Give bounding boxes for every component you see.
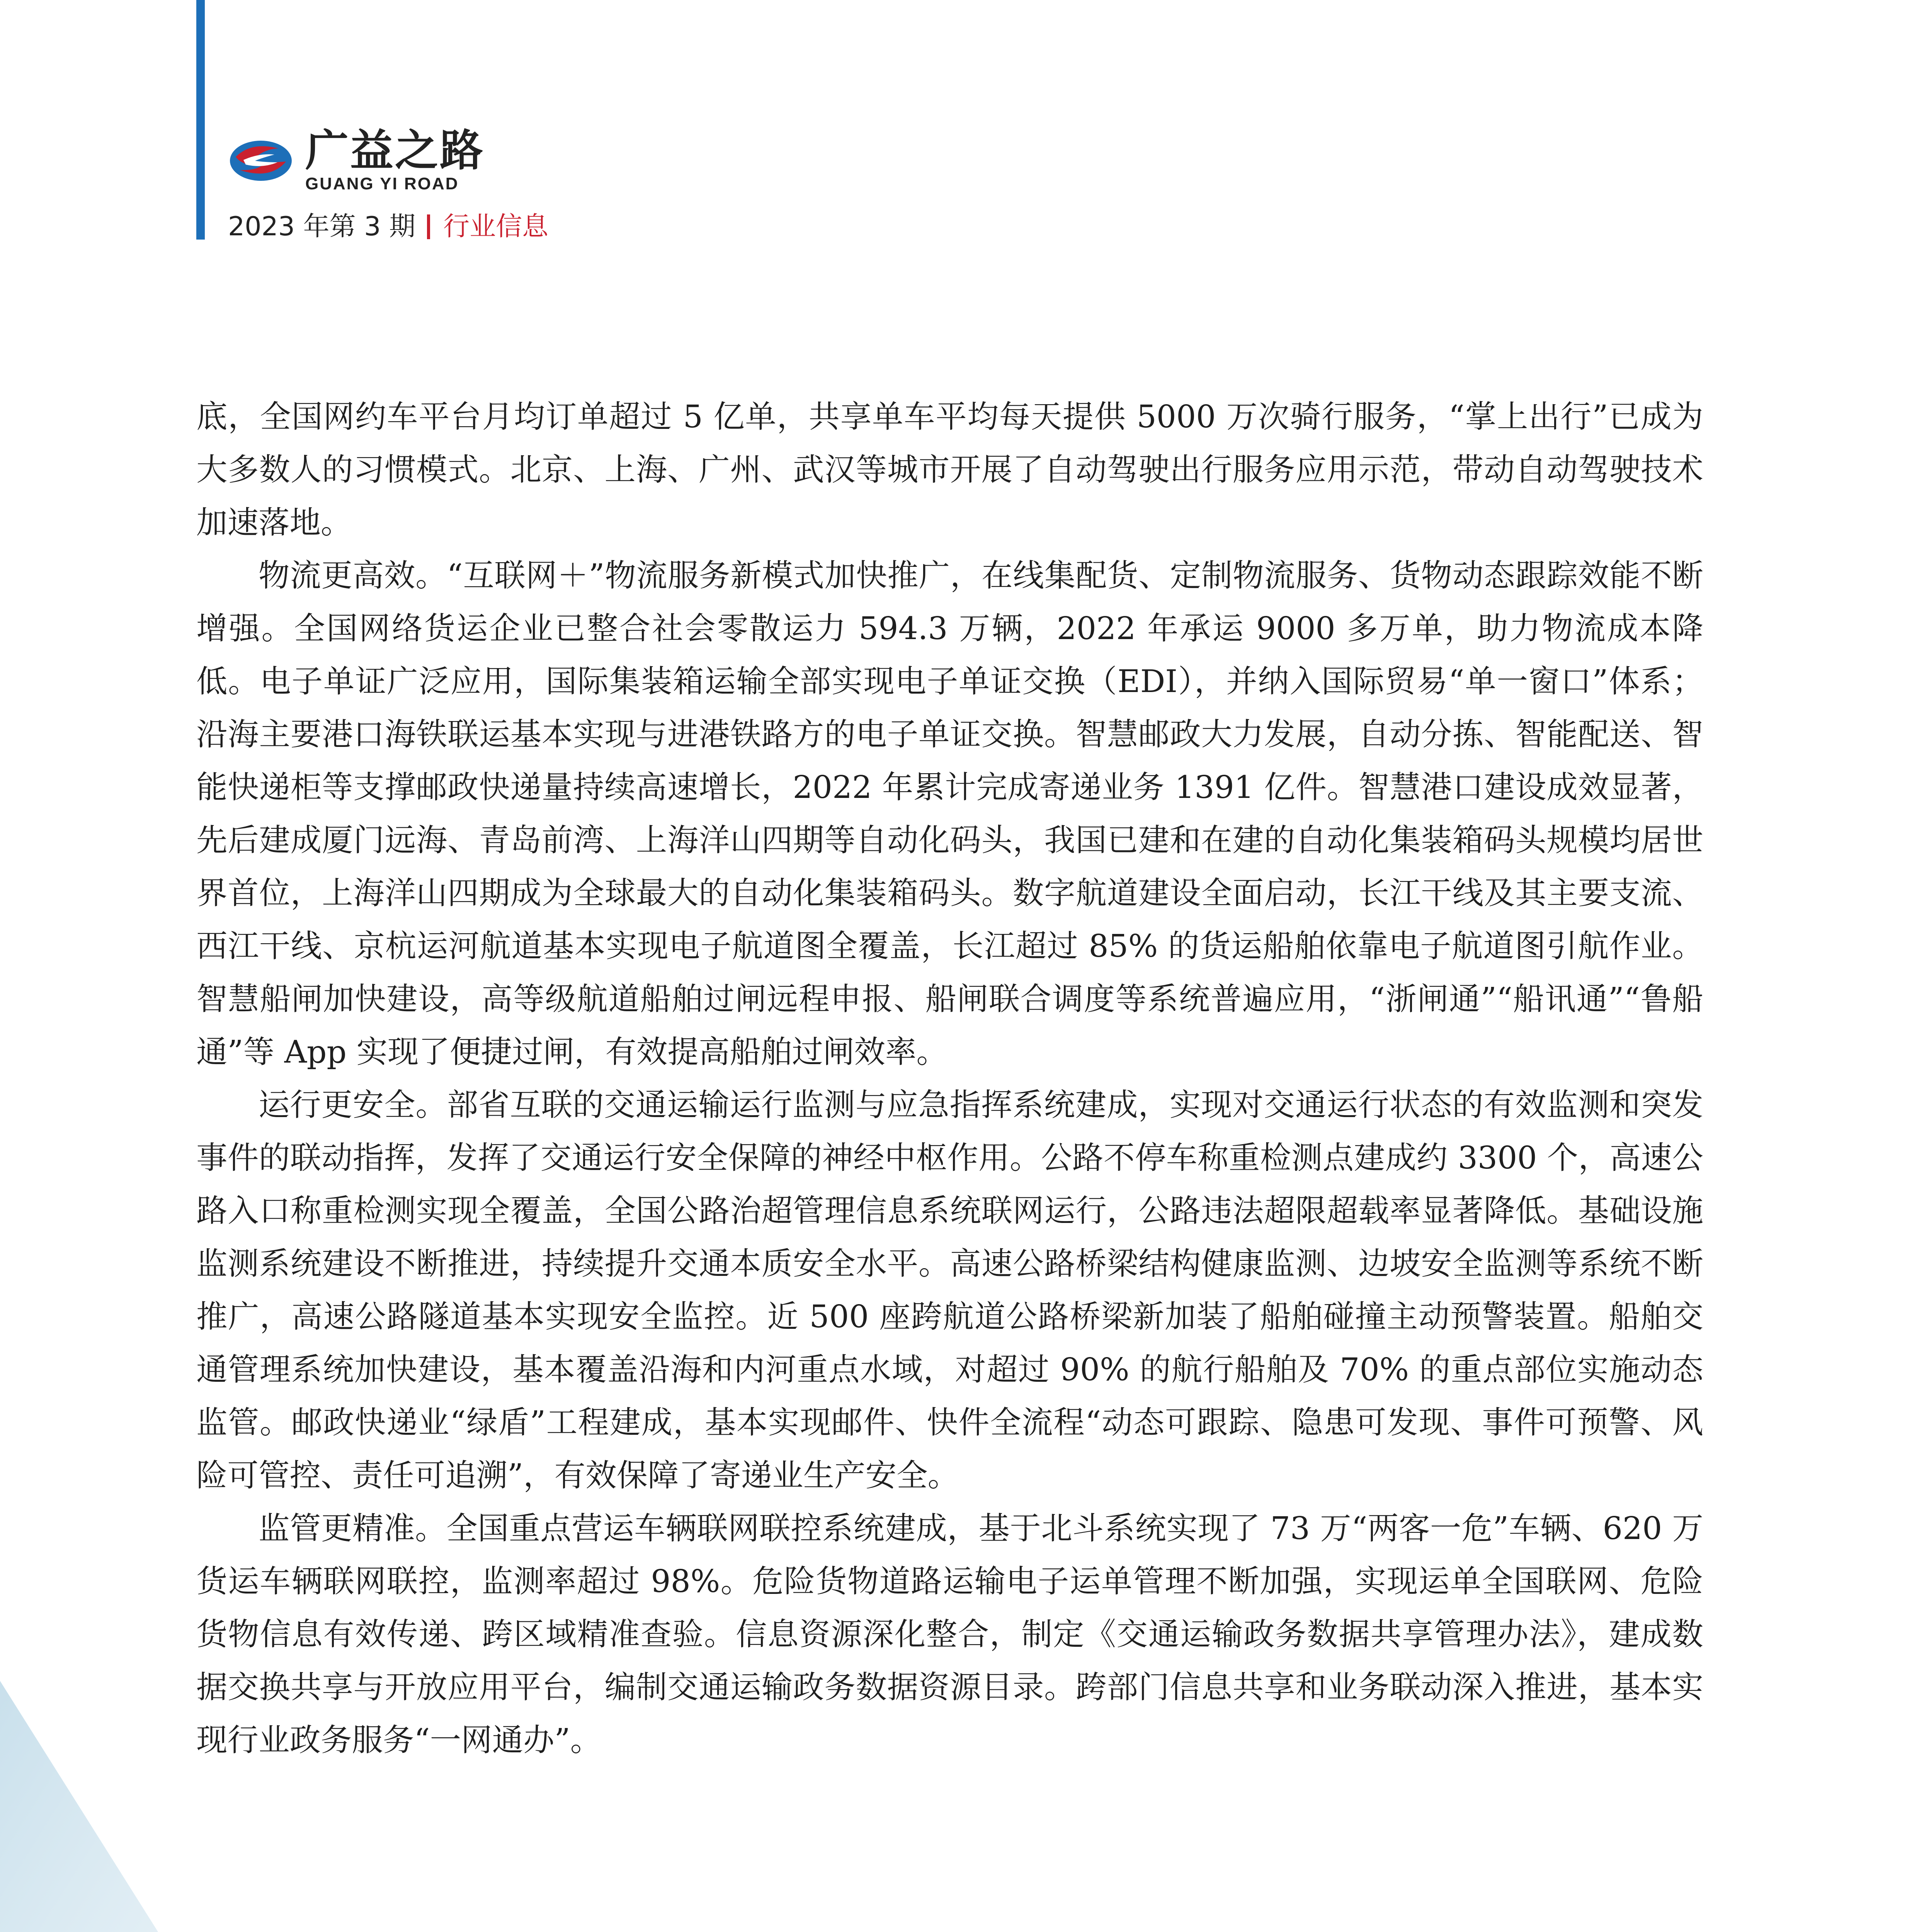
paragraph-supervision: 监管更精准。全国重点营运车辆联网联控系统建成，基于北斗系统实现了 73 万“两客一危”车辆、620 万货运车辆联网联控，监测率超过 98%。危险货物道路运输电子运单管理不断加强，实现运单全国联网、危险货物信息有效传递、跨区域精准查验。信息资源深化整合，制定《交通运输政务数据共享管理办法》，建成数据交换共享与开放应用平台，编制交通运输政务数据资源目录。跨部门信息共享和业务联动深入推进，基本实现行业政务服务“一网通办”。: [196, 1510, 1703, 1758]
issue-separator: [427, 214, 430, 239]
header-logo: [228, 128, 548, 194]
page-header: [228, 128, 548, 244]
issue-info: [228, 209, 548, 244]
paragraph-continuation: 底，全国网约车平台月均订单超过 5 亿单，共享单车平均每天提供 5000 万次骑行服务，“掌上出行”已成为大多数人的习惯模式。北京、上海、广州、武汉等城市开展了自动驾驶出行服务应用示范，带动自动驾驶技术加速落地。: [196, 398, 1703, 541]
logo-english-name: GUANG YI ROAD: [305, 174, 459, 193]
guangyi-logo-icon: [228, 138, 294, 184]
issue-label: 2023 年第 3 期: [228, 211, 416, 242]
header-accent-bar: [196, 0, 205, 240]
logo-chinese-name: 广益之路: [305, 126, 485, 176]
paragraph-logistics: 物流更高效。“互联网＋”物流服务新模式加快推广，在线集配货、定制物流服务、货物动态跟踪效能不断增强。全国网络货运企业已整合社会零散运力 594.3 万辆，2022 年承运 9000 多万单，助力物流成本降低。电子单证广泛应用，国际集装箱运输全部实现电子单证交换（EDI），并纳入国际贸易“单一窗口”体系；沿海主要港口海铁联运基本实现与进港铁路方的电子单证交换。智慧邮政大力发展，自动分拣、智能配送、智能快递柜等支撑邮政快递量持续高速增长，2022 年累计完成寄递业务 1391 亿件。智慧港口建设成效显著，先后建成厦门远海、青岛前湾、上海洋山四期等自动化码头，我国已建和在建的自动化集装箱码头规模均居世界首位，上海洋山四期成为全球最大的自动化集装箱码头。数字航道建设全面启动，长江干线及其主要支流、西江干线、京杭运河航道基本实现电子航道图全覆盖，长江超过 85% 的货运船舶依靠电子航道图引航作业。智慧船闸加快建设，高等级航道船舶过闸远程申报、船闸联合调度等系统普遍应用，“浙闸通”“船讯通”“鲁船通”等 App 实现了便捷过闸，有效提高船舶过闸效率。: [196, 557, 1703, 1070]
section-label: 行业信息: [443, 211, 549, 242]
article-body: [196, 390, 1703, 1767]
paragraph-safety: 运行更安全。部省互联的交通运输运行监测与应急指挥系统建成，实现对交通运行状态的有效监测和突发事件的联动指挥，发挥了交通运行安全保障的神经中枢作用。公路不停车称重检测点建成约 3300 个，高速公路入口称重检测实现全覆盖，全国公路治超管理信息系统联网运行，公路违法超限超载率显著降低。基础设施监测系统建设不断推进，持续提升交通本质安全水平。高速公路桥梁结构健康监测、边坡安全监测等系统不断推广，高速公路隧道基本实现安全监控。近 500 座跨航道公路桥梁新加装了船舶碰撞主动预警装置。船舶交通管理系统加快建设，基本覆盖沿海和内河重点水域，对超过 90% 的航行船舶及 70% 的重点部位实施动态监管。邮政快递业“绿盾”工程建成，基本实现邮件、快件全流程“动态可跟踪、隐患可发现、事件可预警、风险可管控、责任可追溯”，有效保障了寄递业生产安全。: [196, 1087, 1703, 1493]
